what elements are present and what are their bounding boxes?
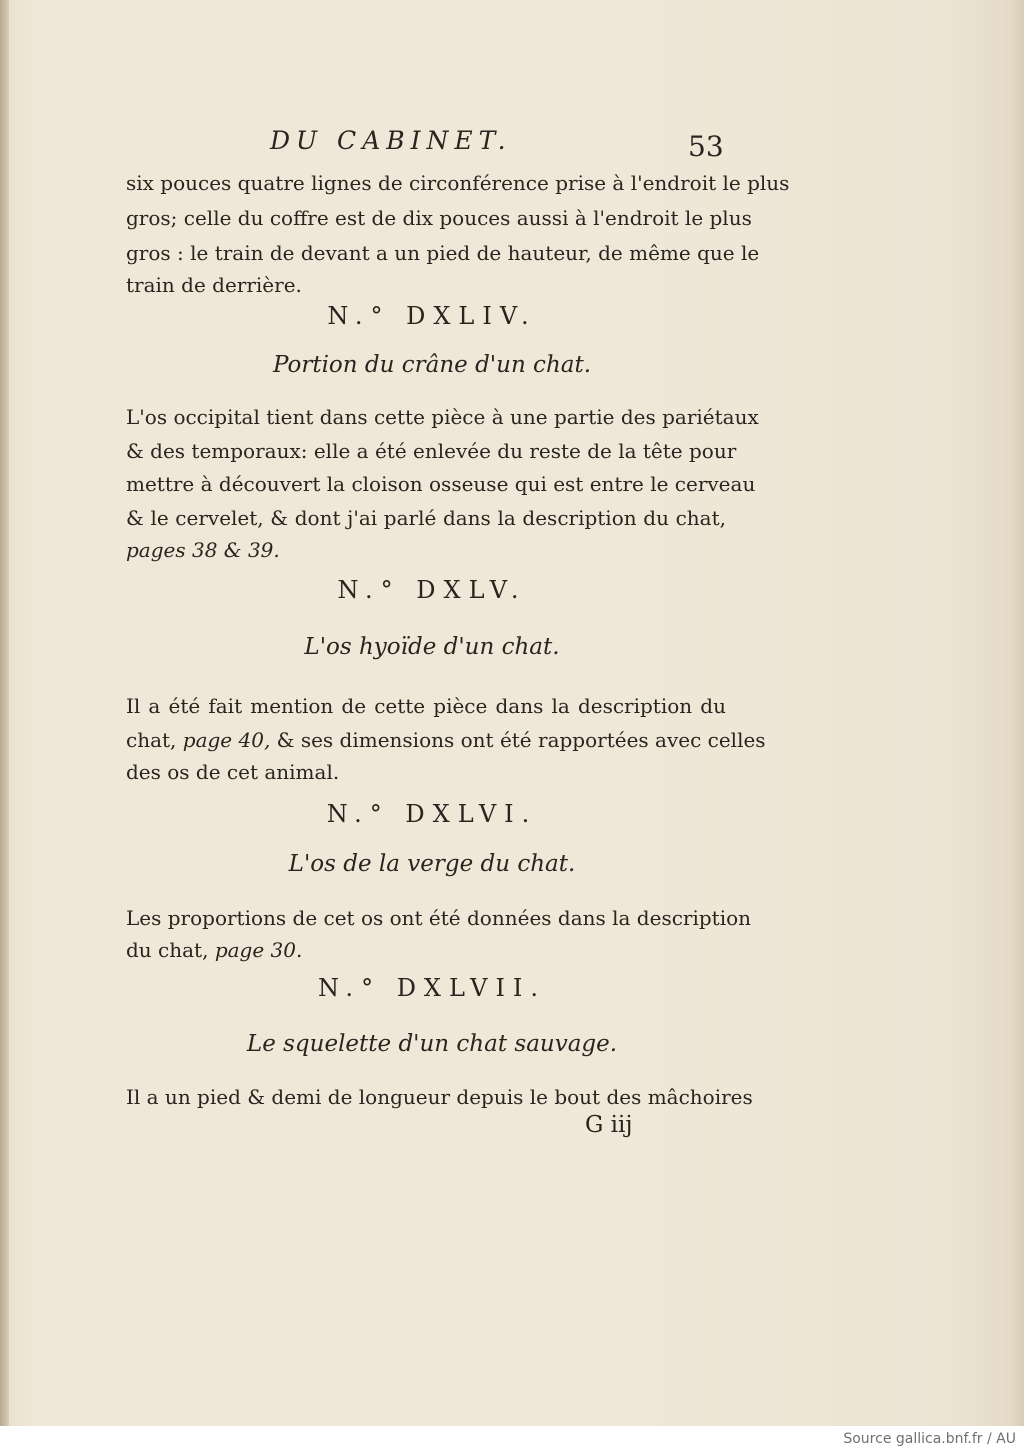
body-line: & des temporaux: elle a été enlevée du reste de la tête pour [126, 439, 737, 463]
body-line: chat, page 40, & ses dimensions ont été rapportées avec celles [126, 728, 766, 752]
entry-title-dxlv: L'os hyoïde d'un chat. [304, 634, 560, 660]
body-line [126, 533, 726, 568]
page-reference: page 40, [182, 728, 271, 752]
entry-title-dxlvi: L'os de la verge du chat. [288, 851, 576, 877]
page-reference: page 30. [214, 938, 303, 962]
source-credit: Source gallica.bnf.fr / AU [843, 1431, 1016, 1447]
entry-number-dxlv: N.° DXLV. [337, 576, 527, 604]
body-line: gros; celle du coffre est de dix pouces aussi à l'endroit le plus [126, 206, 752, 230]
page-reference: pages 38 & 39. [126, 538, 280, 562]
entry-title-dxliv: Portion du crâne d'un chat. [272, 352, 592, 378]
entry-title-dxlvii: Le squelette d'un chat sauvage. [246, 1031, 618, 1057]
signature-mark: G iij [585, 1112, 633, 1138]
entry-number-dxliv: N.° DXLIV. [327, 302, 537, 330]
page-binding-edge [0, 0, 9, 1426]
page-number: 53 [688, 130, 724, 163]
body-line: Les proportions de cet os ont été données dans la description [126, 906, 752, 930]
entry-number-dxlvii: N.° DXLVII. [317, 974, 547, 1002]
body-line: Il a un pied & demi de longueur depuis le bout des mâchoires [126, 1085, 753, 1109]
body-line: Il a été fait mention de cette pièce dans la description du [126, 694, 726, 718]
body-line: du chat, page 30. [126, 938, 303, 962]
entry-number-dxlvi: N.° DXLVI. [326, 800, 538, 828]
body-line: gros : le train de devant a un pied de hauteur, de même que le [126, 241, 760, 265]
body-line: mettre à découvert la cloison osseuse qui est entre le cerveau [126, 472, 756, 496]
body-line: train de derrière. [126, 273, 302, 297]
body-line: & le cervelet, & dont j'ai parlé dans la description du chat, [126, 506, 726, 530]
body-line: six pouces quatre lignes de circonférence prise à l'endroit le plus [126, 171, 790, 195]
running-head: DU CABINET. [270, 126, 512, 155]
body-line: L'os occipital tient dans cette pièce à une partie des pariétaux [126, 405, 759, 429]
body-line: des os de cet animal. [126, 760, 340, 784]
